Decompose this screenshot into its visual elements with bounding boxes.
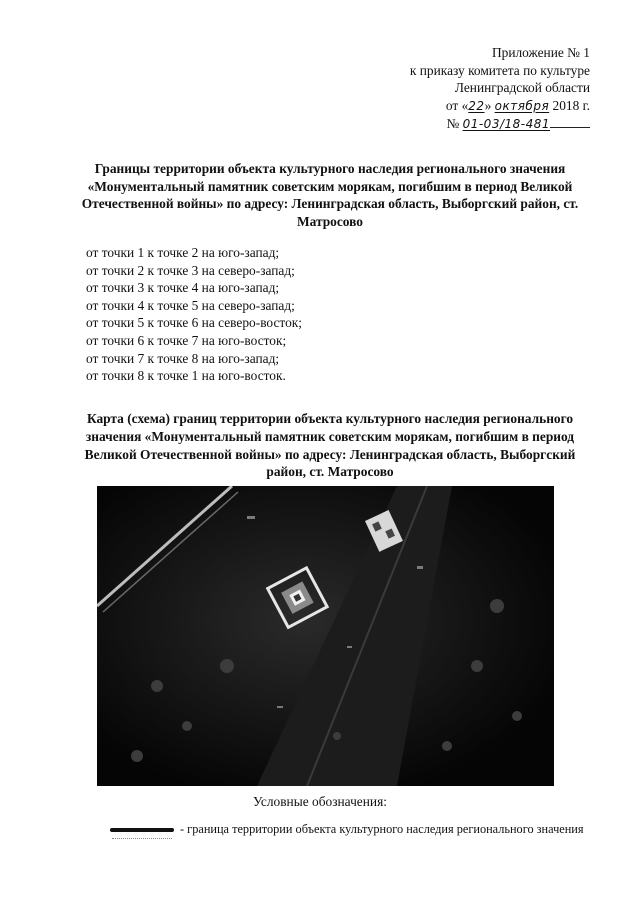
boundary-point-item: от точки 1 к точке 2 на юго-запад; bbox=[86, 245, 280, 260]
number-prefix: № bbox=[446, 116, 460, 131]
date-prefix: от « bbox=[445, 97, 469, 113]
map-svg bbox=[97, 486, 554, 786]
number-value: 01-03/18-481 bbox=[462, 117, 550, 131]
appendix-title: Приложение № 1 bbox=[491, 45, 590, 60]
boundary-point-item: от точки 7 к точке 8 на юго-запад; bbox=[86, 350, 280, 366]
boundary-point-item: от точки 5 к точке 6 на северо-восток; bbox=[86, 315, 303, 331]
legend-dotted-line bbox=[112, 838, 172, 839]
boundary-point-item: от точки 2 к точке 3 на северо-запад; bbox=[86, 262, 295, 278]
date-day: 22 bbox=[468, 98, 485, 113]
satellite-map-image bbox=[97, 486, 554, 786]
appendix-order-ref: к приказу комитета по культуре bbox=[409, 62, 590, 78]
legend-title: Условные обозначения: bbox=[253, 794, 387, 809]
boundary-point-item: от точки 4 к точке 5 на северо-запад; bbox=[86, 297, 295, 313]
legend-item bbox=[110, 822, 584, 837]
number-underline bbox=[550, 115, 590, 128]
date-month: октября bbox=[494, 98, 550, 113]
boundary-points-list bbox=[86, 244, 302, 385]
appendix-region: Ленинградской области bbox=[454, 80, 590, 95]
boundary-point-item: от точки 6 к точке 7 на юго-восток; bbox=[86, 332, 287, 348]
map-title: Карта (схема) границ территории объекта культурного наследия регионального значения «Монументальный памятник советским морякам, погибшим в период Великой Отечественной войны» по адресу: Ленинградская область, Выборгский район, ст. Матросово bbox=[84, 411, 576, 480]
appendix-number bbox=[410, 115, 590, 134]
document-title: Границы территории объекта культурного наследия регионального значения «Монументальный памятник советским морякам, погибшим в период Великой Отечественной войны» по адресу: Ленинградская область, Выборгский район, ст. Матросово bbox=[81, 161, 579, 229]
appendix-block bbox=[410, 44, 590, 134]
date-year: 2018 г. bbox=[552, 97, 590, 113]
boundary-point-item: от точки 8 к точке 1 на юго-восток. bbox=[86, 368, 286, 384]
appendix-date bbox=[410, 97, 590, 116]
date-mid: » bbox=[484, 97, 492, 113]
boundary-point-item: от точки 3 к точке 4 на юго-запад; bbox=[86, 280, 280, 296]
boundary-line-swatch bbox=[110, 828, 174, 832]
legend-item-label: - граница территории объекта культурного наследия регионального значения bbox=[180, 822, 584, 836]
